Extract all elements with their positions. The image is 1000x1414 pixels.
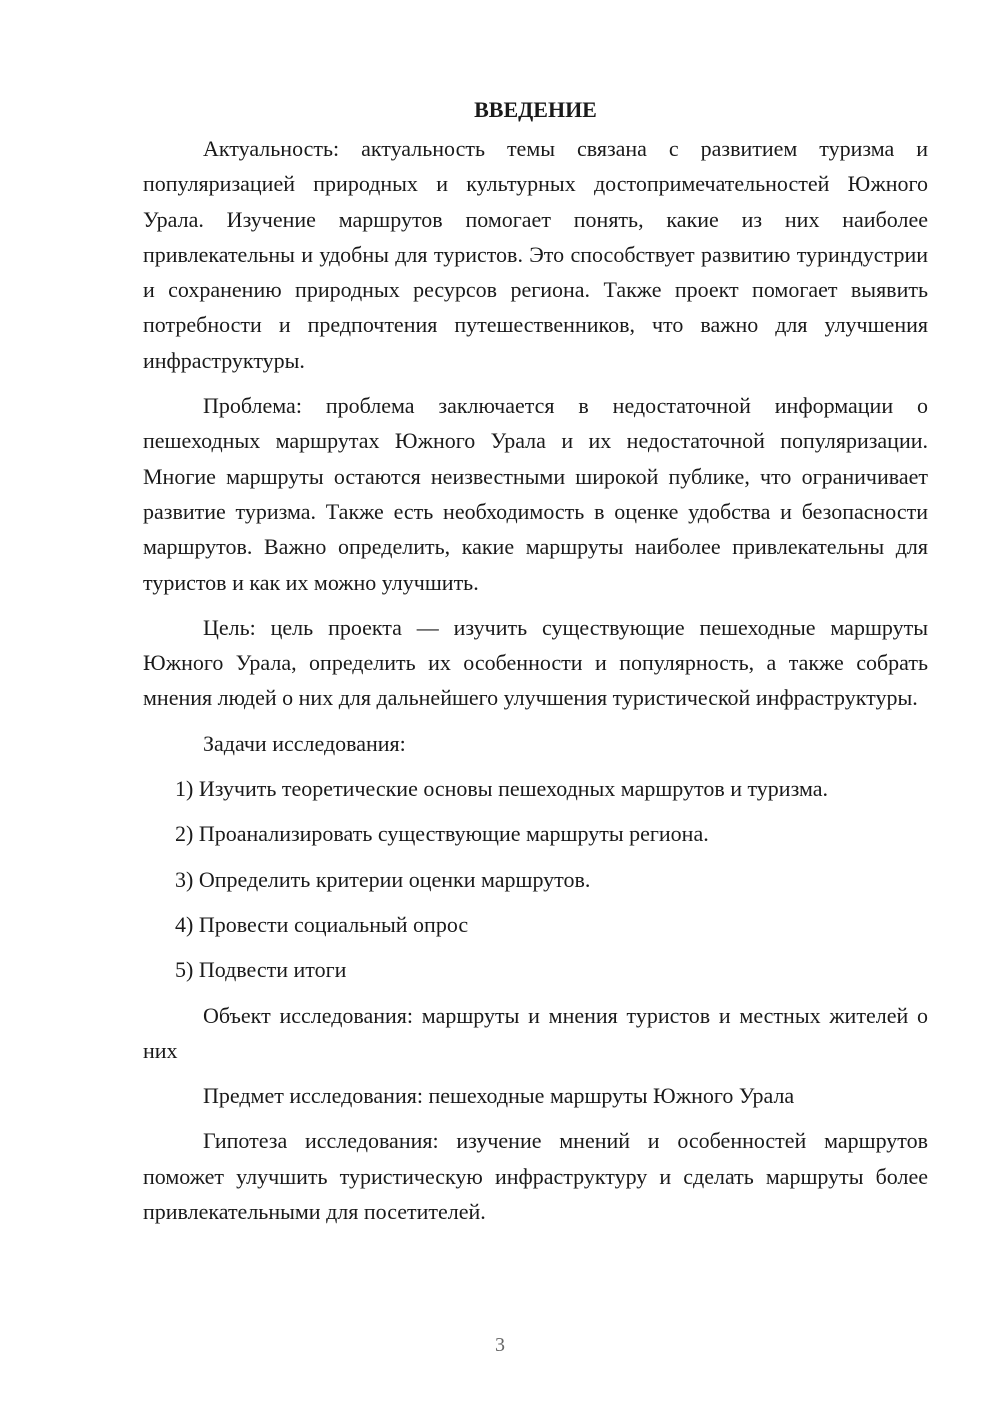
task-item-1: 1) Изучить теоретические основы пешеходных маршрутов и туризма. <box>175 776 828 802</box>
document-page <box>143 95 928 1239</box>
task-item-3: 3) Определить критерии оценки маршрутов. <box>175 866 591 892</box>
page-number: 3 <box>495 1334 505 1356</box>
task-item-4: 4) Провести социальный опрос <box>175 911 469 937</box>
hypothesis-paragraph: Гипотеза исследования: изучение мнений и особенностей маршрутов поможет улучшить туристическую инфраструктуру и сделать маршруты более привлекательными для посетителей. <box>143 1128 928 1225</box>
goal-paragraph: Цель: цель проекта — изучить существующие пешеходные маршруты Южного Урала, определить их особенности и популярность, а также собрать мнения людей о них для дальнейшего улучшения туристической инфраструктуры. <box>143 614 928 711</box>
task-item-5: 5) Подвести итоги <box>175 957 347 983</box>
subject-paragraph: Предмет исследования: пешеходные маршруты Южного Урала <box>203 1083 795 1109</box>
task-item-2: 2) Проанализировать существующие маршруты региона. <box>175 821 709 847</box>
problem-paragraph: Проблема: проблема заключается в недостаточной информации о пешеходных маршрутах Южного Урала и их недостаточной популяризации. Многие маршруты остаются неизвестными широкой публике, что ограничивает развитие туризма. Также есть необходимость в оценке удобства и безопасности маршрутов. Важно определить, какие маршруты наиболее привлекательны для туристов и как их можно улучшить. <box>143 393 928 595</box>
tasks-heading: Задачи исследования: <box>203 730 406 756</box>
relevance-paragraph: Актуальность: актуальность темы связана с развитием туризма и популяризацией природных и культурных достопримечательностей Южного Урала. Изучение маршрутов помогает понять, какие из них наиболее привлекательны и удобны для туристов. Это способствует развитию туриндустрии и сохранению природных ресурсов региона. Также проект помогает выявить потребности и предпочтения путешественников, что важно для улучшения инфраструктуры. <box>143 136 928 373</box>
section-title: ВВЕДЕНИЕ <box>474 97 597 122</box>
object-paragraph: Объект исследования: маршруты и мнения туристов и местных жителей о них <box>143 1002 928 1063</box>
